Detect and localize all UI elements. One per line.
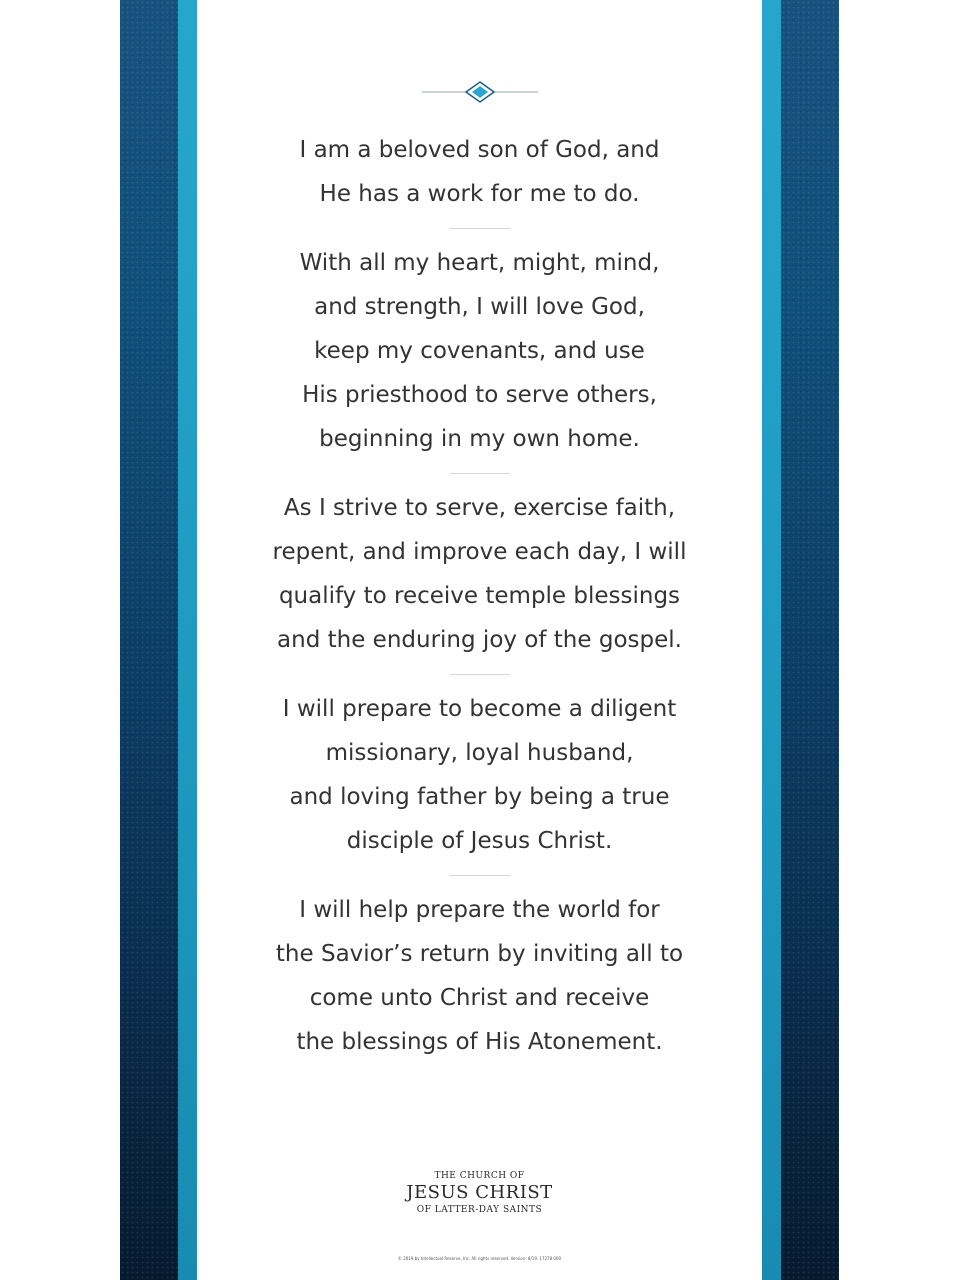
text-line: I am a beloved son of God, and <box>299 137 660 163</box>
duty-text <box>197 128 762 1064</box>
text-line: repent, and improve each day, I will <box>272 539 687 565</box>
church-logo <box>197 1170 762 1216</box>
text-line: the blessings of His Atonement. <box>296 1029 663 1055</box>
copyright-notice: © 2019 by Intellectual Reserve, Inc. All rights reserved. Version: 8/19. 17278 000 <box>397 1256 562 1261</box>
text-line: With all my heart, might, mind, <box>299 250 660 276</box>
text-line: As I strive to serve, exercise faith, <box>283 495 676 521</box>
text-line: I will help prepare the world for <box>299 897 660 923</box>
text-line: qualify to receive temple blessings <box>278 583 681 609</box>
text-line: come unto Christ and receive <box>309 985 650 1011</box>
right-light-band <box>762 0 781 1280</box>
diamond-ornament-icon <box>422 78 538 106</box>
logo-line-3: OF LATTER-DAY SAINTS <box>416 1205 543 1215</box>
left-light-band <box>178 0 197 1280</box>
text-line: His priesthood to serve others, <box>302 382 657 408</box>
text-line: keep my covenants, and use <box>314 338 645 364</box>
stanza-divider <box>450 473 510 474</box>
stanza-divider <box>450 228 510 229</box>
stanza-2 <box>197 241 762 461</box>
text-line: and strength, I will love God, <box>314 294 645 320</box>
stanza-5 <box>197 888 762 1064</box>
left-band-texture <box>120 0 178 1280</box>
text-line: and loving father by being a true <box>289 784 670 810</box>
stanza-1 <box>197 128 762 216</box>
text-line: missionary, loyal husband, <box>325 740 634 766</box>
right-band-texture <box>781 0 839 1280</box>
text-line: disciple of Jesus Christ. <box>346 828 613 854</box>
text-line: He has a work for me to do. <box>319 181 640 207</box>
text-line: beginning in my own home. <box>319 426 640 452</box>
text-line: and the enduring joy of the gospel. <box>277 627 682 653</box>
stanza-divider <box>450 875 510 876</box>
text-line: the Savior’s return by inviting all to <box>275 941 684 967</box>
text-line: I will prepare to become a diligent <box>282 696 677 722</box>
stanza-divider <box>450 674 510 675</box>
stanza-3 <box>197 486 762 662</box>
logo-line-1: THE CHURCH OF <box>434 1171 525 1181</box>
logo-line-2: JESUS CHRIST <box>406 1182 553 1203</box>
stanza-4 <box>197 687 762 863</box>
